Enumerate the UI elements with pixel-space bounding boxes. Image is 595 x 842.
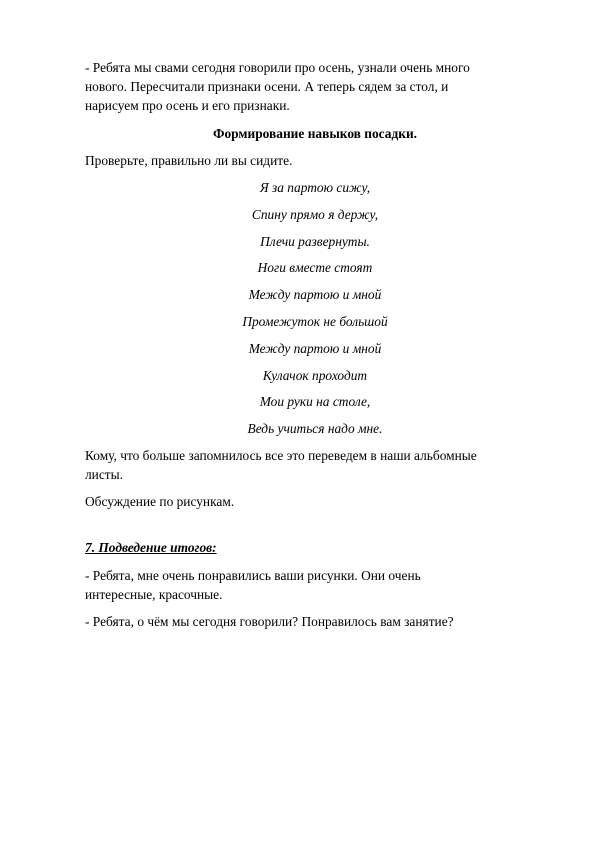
poem-line: Я за партою сижу, [259, 180, 371, 195]
after-poem-line-1: Кому, что больше запомнилось все это переведем в наши альбомные [85, 448, 477, 463]
intro-line-1: - Ребята мы свами сегодня говорили про осень, узнали очень много [85, 60, 470, 75]
poem-line: Спину прямо я держу, [251, 207, 379, 222]
intro-line-2: нового. Пересчитали признаки осени. А теперь сядем за стол, и [85, 79, 449, 94]
poem-line: Мои руки на столе, [259, 394, 371, 409]
section-heading: Формирование навыков посадки. [212, 126, 418, 141]
closing-para-1-line-1: - Ребята, мне очень понравились ваши рисунки. Они очень [85, 568, 421, 583]
after-poem-line-2: листы. [85, 467, 123, 482]
closing-para-1-line-2: интересные, красочные. [85, 587, 223, 602]
poem-line: Между партою и мной [248, 341, 382, 356]
poem-line: Ведь учиться надо мне. [247, 421, 383, 436]
discussion-text: Обсуждение по рисункам. [85, 494, 235, 509]
intro-line-3: нарисуем про осень и его признаки. [85, 98, 290, 113]
poem-line: Промежуток не большой [242, 314, 388, 329]
check-prompt: Проверьте, правильно ли вы сидите. [85, 153, 293, 168]
poem-line: Кулачок проходит [262, 368, 368, 383]
closing-para-2: - Ребята, о чём мы сегодня говорили? Понравилось вам занятие? [85, 614, 454, 629]
poem-line: Ноги вместе стоят [257, 260, 373, 275]
summary-heading: 7. Подведение итогов: [85, 540, 217, 555]
poem-line: Плечи развернуты. [260, 234, 370, 249]
poem-line: Между партою и мной [248, 287, 382, 302]
